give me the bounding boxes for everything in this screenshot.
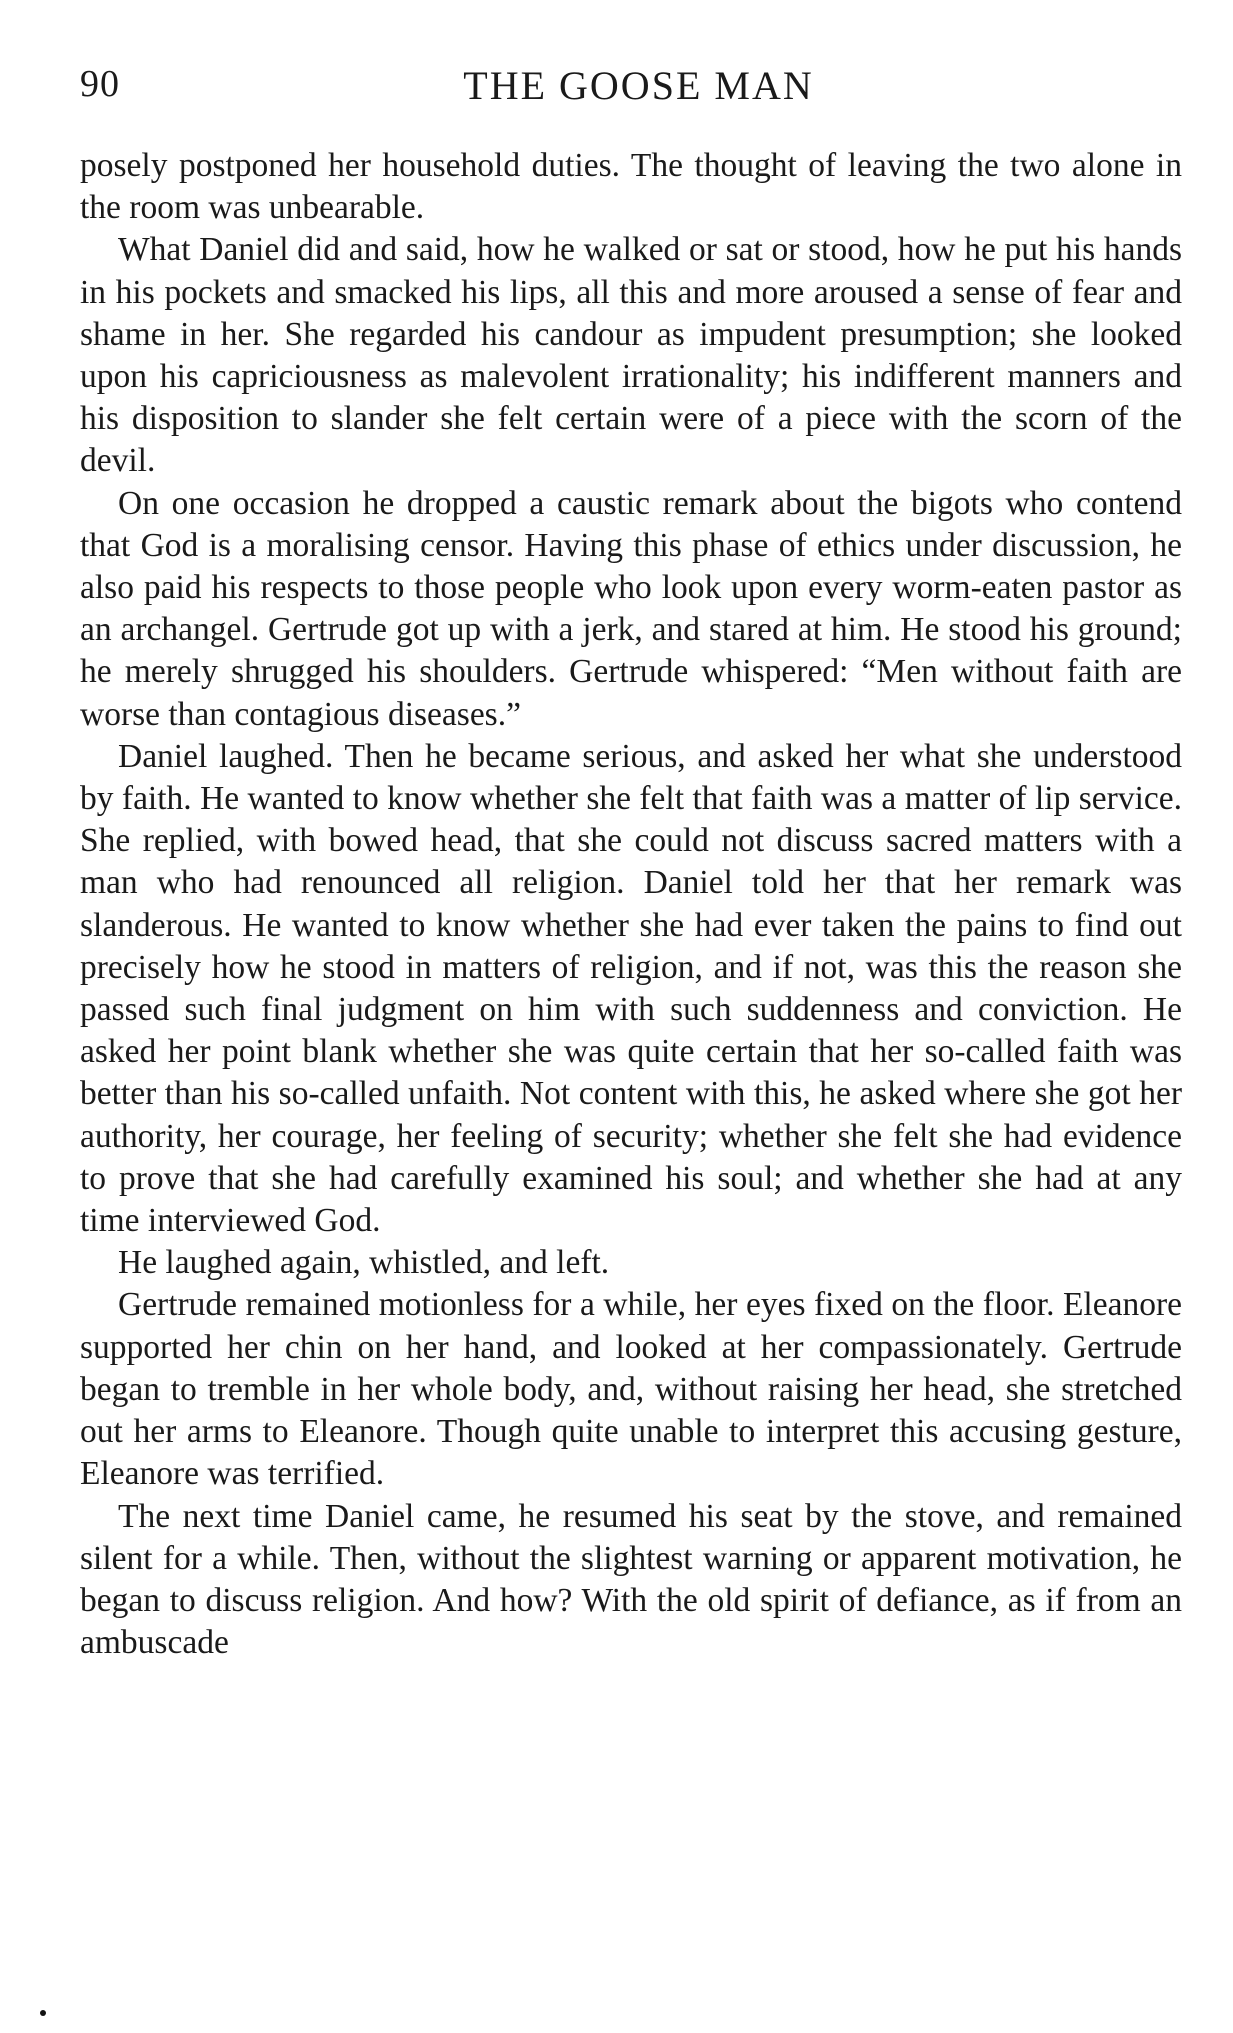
- paragraph: Daniel laughed. Then he became serious, and asked her what she understood by faith. He wanted to know whether she felt that faith was a matter of lip service. She replied, with bowed head, that she could not discuss sacred matters with a man who had renounced all religion. Daniel told her that her remark was slanderous. He wanted to know whether she had ever taken the pains to find out precisely how he stood in matters of religion, and if not, was this the reason she passed such final judgment on him with such suddenness and conviction. He asked her point blank whether she was quite certain that her so-called faith was better than his so-called unfaith. Not content with this, he asked where she got her authority, her courage, her feeling of security; whether she felt she had evidence to prove that she had carefully examined his soul; and whether she had at any time interviewed God.: [80, 737, 1182, 1240]
- paragraph: On one occasion he dropped a caustic remark about the bigots who contend that God is a moralising censor. Having this phase of ethics under discussion, he also paid his respects to those people who look upon every worm-eaten pastor as an archangel. Gertrude got up with a jerk, and stared at him. He stood his ground; he merely shrugged his shoulders. Gertrude whispered: “Men without faith are worse than contagious diseases.”: [80, 484, 1182, 733]
- paragraph: He laughed again, whistled, and left.: [118, 1244, 610, 1282]
- page-number: 90: [80, 63, 120, 105]
- page-header: [80, 62, 1177, 122]
- paragraph: posely postponed her household duties. The thought of leaving the two alone in the room was unbearable.: [80, 147, 1182, 227]
- paragraph: What Daniel did and said, how he walked or sat or stood, how he put his hands in his pockets and smacked his lips, all this and more aroused a sense of fear and shame in her. She regarded his candour as impudent presumption; she looked upon his capriciousness as malevolent irrationality; his indifferent manners and his disposition to slander she felt certain were of a piece with the scorn of the devil.: [80, 231, 1182, 480]
- paragraph: Gertrude remained motionless for a while, her eyes fixed on the floor. Eleanore supported her chin on her hand, and looked at her compassionately. Gertrude began to tremble in her whole body, and, without raising her head, she stretched out her arms to Eleanore. Though quite unable to interpret this accusing gesture, Eleanore was terrified.: [80, 1286, 1182, 1493]
- body-text: [80, 145, 1182, 1664]
- ink-speck: [40, 2010, 46, 2016]
- running-title: THE GOOSE MAN: [463, 63, 814, 108]
- paragraph: The next time Daniel came, he resumed his seat by the stove, and remained silent for a while. Then, without the slightest warning or apparent motivation, he began to discuss religion. And how? With the old spirit of defiance, as if from an ambuscade: [80, 1497, 1182, 1662]
